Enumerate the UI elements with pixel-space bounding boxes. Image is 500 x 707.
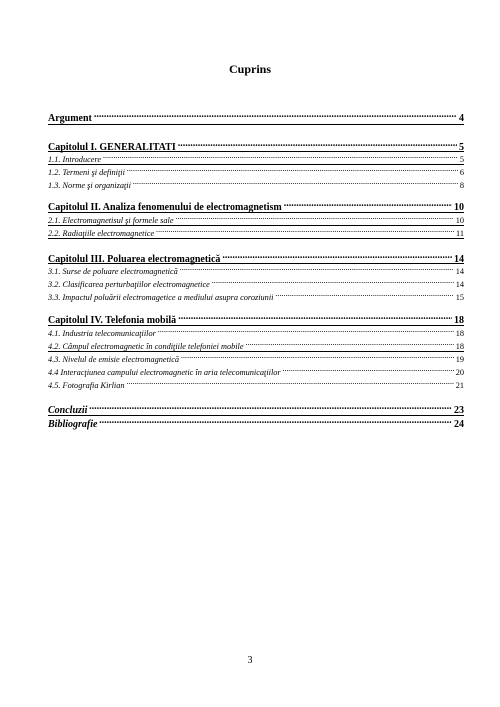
- section-divider: [48, 124, 464, 125]
- toc-entry-page: 14: [454, 254, 464, 265]
- toc-entry-label: 2.2. Radiaţiile electromagnetice: [48, 229, 155, 238]
- toc-entry: [48, 326, 464, 340]
- toc-leader-dots: [180, 264, 454, 274]
- toc-leader-dots: [127, 378, 454, 388]
- toc-leader-dots: [178, 313, 452, 323]
- toc-entry-label: 4.5. Fotografia Kirlian: [48, 381, 125, 390]
- toc-entry-page: 18: [455, 342, 464, 351]
- toc-entry: [48, 178, 464, 192]
- toc-entry-label: 4.1. Industria telecomunicaţiilor: [48, 329, 156, 338]
- toc-entry-page: 19: [455, 355, 464, 364]
- toc-entry-label: Argument: [48, 113, 92, 124]
- toc-entry: [48, 352, 464, 366]
- toc-entry-label: Capitolul IV. Telefonia mobilă: [48, 315, 177, 326]
- section-divider: [48, 415, 464, 416]
- toc-entry: [48, 290, 464, 304]
- toc-leader-dots: [103, 152, 458, 162]
- toc-entry-label: 3.2. Clasificarea perturbaţiilor electromagnetice: [48, 280, 210, 289]
- toc-entry-page: 23: [454, 405, 464, 416]
- toc-entry-label: 1.1. Introducere: [48, 155, 102, 164]
- page-number: 3: [247, 655, 253, 666]
- toc-leader-dots: [158, 326, 454, 336]
- toc-leader-dots: [284, 200, 452, 210]
- toc-leader-dots: [176, 213, 454, 223]
- toc-entry-label: 4.2. Câmpul electromagnetic în condiţiile telefoniei mobile: [48, 342, 244, 351]
- toc-entry: [48, 165, 464, 179]
- toc-entry-label: 4.4 Interacţiunea campului electromagnetic în aria telecomunicaţiilor: [48, 368, 281, 377]
- toc-entry-page: 5: [459, 155, 464, 164]
- toc-leader-dots: [212, 277, 454, 287]
- toc-entry-page: 15: [455, 293, 464, 302]
- toc-entry-page: 10: [454, 202, 464, 213]
- toc-entry-label: Bibliografie: [48, 419, 98, 430]
- toc-entry-label: 3.3. Impactul poluării electromagetice a mediului asupra coroziunii: [48, 293, 274, 302]
- toc-entry-label: Concluzii: [48, 405, 88, 416]
- toc-leader-dots: [181, 352, 454, 362]
- toc-entry: [48, 417, 464, 431]
- toc-entry: [48, 111, 464, 125]
- toc-entry-page: 4: [459, 113, 464, 124]
- section-divider: [48, 238, 464, 239]
- toc-entry: [48, 277, 464, 291]
- toc-leader-dots: [156, 226, 454, 236]
- toc-entry-page: 18: [455, 329, 464, 338]
- toc-leader-dots: [222, 252, 452, 262]
- toc-entry-page: 11: [456, 229, 464, 238]
- toc-entry-page: 24: [454, 419, 464, 430]
- toc-entry-page: 10: [455, 216, 464, 225]
- toc-leader-dots: [127, 165, 458, 175]
- toc-leader-dots: [246, 339, 454, 349]
- toc-leader-dots: [283, 365, 454, 375]
- toc-leader-dots: [275, 290, 453, 300]
- toc-entry-page: 8: [459, 181, 464, 190]
- toc-entry-label: Capitolul III. Poluarea electromagnetică: [48, 254, 221, 265]
- page-title: Cuprins: [228, 62, 272, 76]
- toc-entry-label: 3.1. Surse de poluare electromagnetică: [48, 267, 178, 276]
- toc-leader-dots: [94, 111, 457, 121]
- toc-entry: [48, 378, 464, 392]
- toc-entry-page: 5: [459, 142, 464, 153]
- toc-leader-dots: [99, 417, 452, 427]
- toc-entry-label: 1.2. Termeni şi definiţii: [48, 168, 125, 177]
- toc-leader-dots: [178, 140, 457, 150]
- toc-entry: [48, 264, 464, 278]
- toc-entry-page: 21: [455, 381, 464, 390]
- toc-entry-label: Capitolul II. Analiza fenomenului de electromagnetism: [48, 202, 282, 213]
- toc-leader-dots: [89, 403, 452, 413]
- toc-entry-page: 18: [454, 315, 464, 326]
- toc-entry-page: 6: [459, 168, 464, 177]
- toc-entry-page: 20: [455, 368, 464, 377]
- toc-entry: [48, 365, 464, 379]
- toc-entry-page: 14: [455, 280, 464, 289]
- toc-entry-label: 4.3. Nivelul de emisie electromagnetică: [48, 355, 180, 364]
- toc-entry-label: 1.3. Norme şi organizaţii: [48, 181, 131, 190]
- toc-entry-page: 14: [455, 267, 464, 276]
- toc-entry-label: Capitolul I. GENERALITATI: [48, 142, 176, 153]
- toc-entry-label: 2.1. Electromagnetisul şi formele sale: [48, 216, 174, 225]
- toc-leader-dots: [133, 178, 458, 188]
